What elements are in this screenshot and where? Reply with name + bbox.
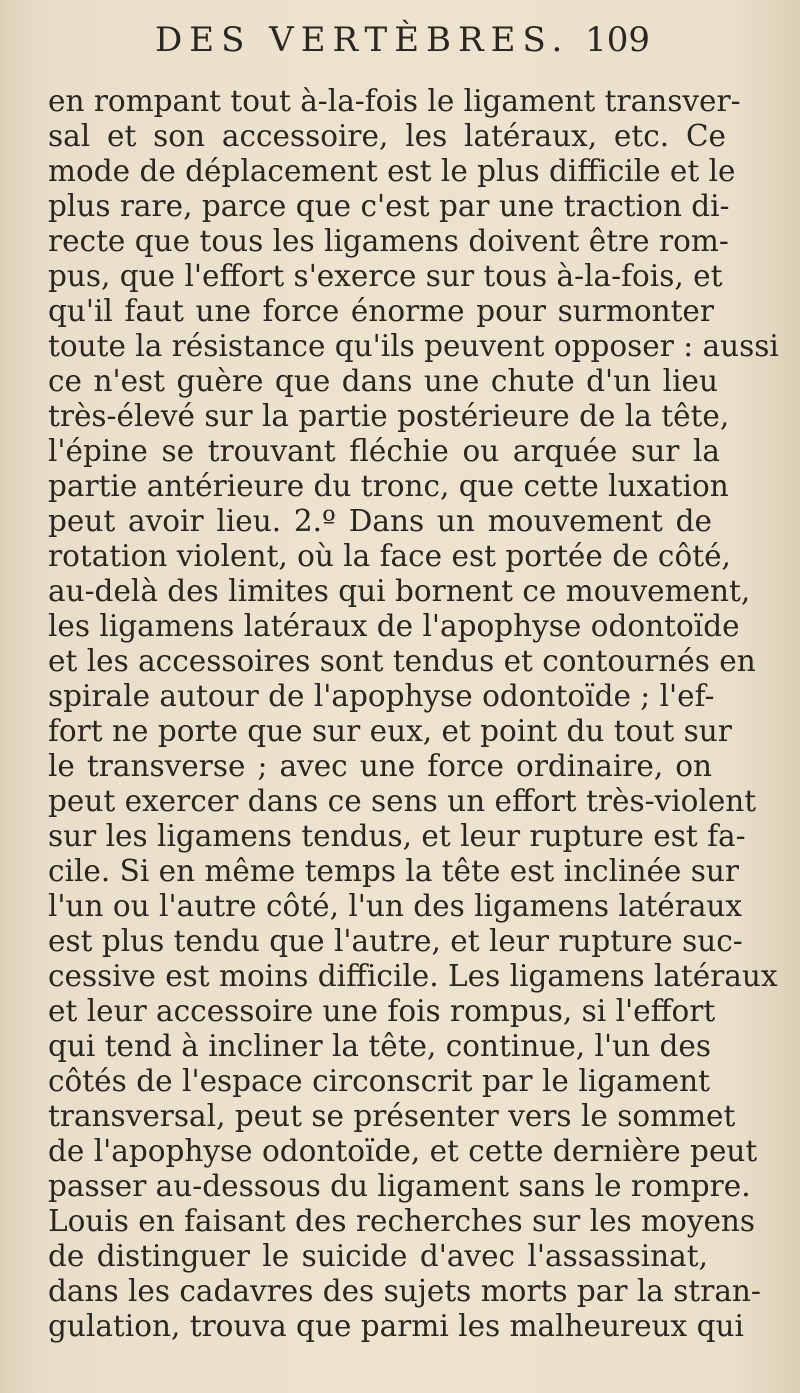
- text-line: de l'apophyse odontoïde, et cette dernière peut: [48, 1134, 758, 1168]
- text-line: Louis en faisant des recherches sur les moyens: [48, 1204, 756, 1238]
- text-line: l'un ou l'autre côté, l'un des ligamens latéraux: [48, 889, 743, 923]
- text-line: rotation violent, où la face est portée de côté,: [48, 539, 731, 573]
- text-line: côtés de l'espace circonscrit par le ligament: [48, 1064, 710, 1098]
- text-line: les ligamens latéraux de l'apophyse odontoïde: [48, 609, 740, 643]
- text-line: mode de déplacement est le plus difficile et le: [48, 154, 736, 188]
- text-line: sal et son accessoire, les latéraux, etc. Ce: [48, 119, 726, 153]
- text-line: gulation, trouva que parmi les malheureux qui: [48, 1309, 744, 1343]
- text-line: peut avoir lieu. 2.º Dans un mouvement de: [48, 504, 712, 538]
- text-line: fort ne porte que sur eux, et point du tout sur: [48, 714, 732, 748]
- text-line: qu'il faut une force énorme pour surmonter: [48, 294, 714, 328]
- text-line: cessive est moins difficile. Les ligamens latéraux: [48, 959, 778, 993]
- text-line: peut exercer dans ce sens un effort très-violent: [48, 784, 757, 818]
- text-line: plus rare, parce que c'est par une traction di-: [48, 189, 730, 223]
- text-line: en rompant tout à-la-fois le ligament transver-: [48, 84, 741, 118]
- text-line: pus, que l'effort s'exerce sur tous à-la-fois, et: [48, 259, 723, 293]
- text-line: cile. Si en même temps la tête est inclinée sur: [48, 854, 739, 888]
- text-line: et leur accessoire une fois rompus, si l'effort: [48, 994, 716, 1028]
- text-line: passer au-dessous du ligament sans le rompre.: [48, 1169, 751, 1203]
- text-line: dans les cadavres des sujets morts par la stran-: [48, 1274, 761, 1308]
- text-line: toute la résistance qu'ils peuvent opposer : aussi: [48, 329, 779, 363]
- text-line: partie antérieure du tronc, que cette luxation: [48, 469, 729, 503]
- text-line: de distinguer le suicide d'avec l'assassinat,: [48, 1239, 708, 1273]
- text-line: très-élevé sur la partie postérieure de la tête,: [48, 399, 730, 433]
- page-header: [0, 12, 800, 72]
- text-line: au-delà des limites qui bornent ce mouvement,: [48, 574, 751, 608]
- text-line: ce n'est guère que dans une chute d'un lieu: [48, 364, 718, 398]
- text-line: et les accessoires sont tendus et contournés en: [48, 644, 756, 678]
- running-head: DES VERTÈBRES.: [155, 20, 570, 60]
- text-line: spirale autour de l'apophyse odontoïde ; l'ef-: [48, 679, 715, 713]
- page-number: 109: [585, 20, 650, 60]
- text-line: le transverse ; avec une force ordinaire, on: [48, 749, 712, 783]
- text-line: recte que tous les ligamens doivent être rom-: [48, 224, 729, 258]
- text-line: l'épine se trouvant fléchie ou arquée sur la: [48, 434, 720, 468]
- text-line: est plus tendu que l'autre, et leur rupture suc-: [48, 924, 743, 958]
- text-line: sur les ligamens tendus, et leur rupture est fa-: [48, 819, 746, 853]
- text-line: transversal, peut se présenter vers le sommet: [48, 1099, 736, 1133]
- text-line: qui tend à incliner la tête, continue, l'un des: [48, 1029, 711, 1063]
